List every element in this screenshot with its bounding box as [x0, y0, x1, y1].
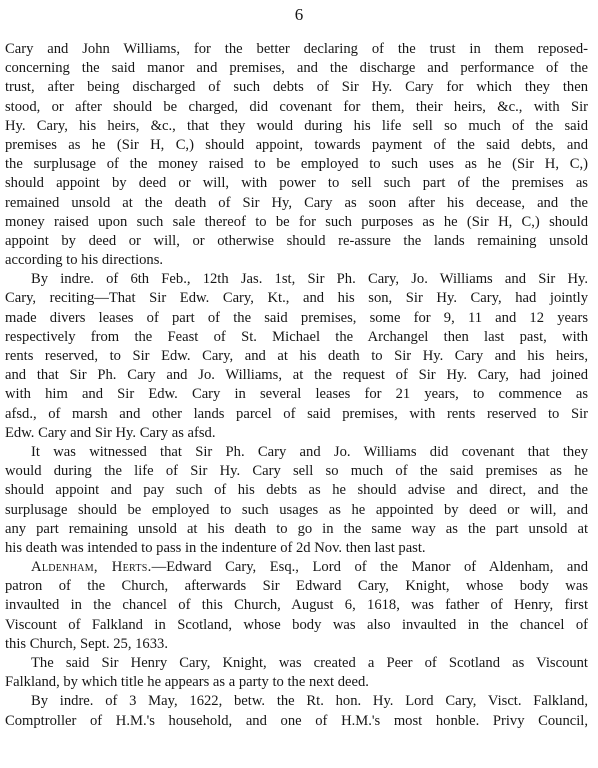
text-line: Viscount of Falkland in Scotland, whose body was also invaulted in the chancel of	[5, 616, 588, 633]
text-line: respectively from the Feast of St. Michael the Archangel then last past, with	[5, 328, 588, 345]
text-line: Comptroller of H.M.'s household, and one of H.M.'s most honble. Privy Council,	[5, 712, 588, 729]
text-line: this Church, Sept. 25, 1633.	[5, 635, 168, 652]
section-heading: Aldenham, Herts.	[31, 559, 152, 576]
text-line: money raised upon such sale thereof to be for such purposes as he (Sir H, C,) should	[5, 213, 588, 230]
paragraph-aldenham	[5, 558, 588, 654]
text-line: made divers leases of part of the said premises, some for 9, 11 and 12 years	[5, 309, 588, 326]
paragraph-viscount-falkland	[5, 654, 588, 692]
paragraph-witnessed	[5, 443, 588, 558]
text-line: trust, after being discharged of such debts of Sir Hy. Cary for which they then	[5, 79, 588, 96]
text-line: and that Sir Ph. Cary and Jo. Williams, at the request of Sir Hy. Cary, had joined	[5, 367, 588, 384]
text-line: according to his directions.	[5, 252, 164, 269]
text-line: patron of the Church, afterwards Sir Edward Cary, Knight, whose body was	[5, 578, 588, 595]
text-line: It was witnessed that Sir Ph. Cary and Jo. Williams did covenant that they	[31, 443, 588, 460]
text-line: invaulted in the chancel of this Church, August 6, 1618, was father of Henry, first	[5, 597, 588, 614]
text-line: the surplusage of the money raised to be employed to such uses as he (Sir H, C,)	[5, 156, 588, 173]
paragraph-trust-covenant	[5, 40, 588, 270]
text-line: surplusage should be employed to such usages as he appointed by deed or will, and	[5, 501, 588, 518]
page-number: 6	[294, 5, 304, 24]
text-line: By indre. of 6th Feb., 12th Jas. 1st, Sir Ph. Cary, Jo. Williams and Sir Hy.	[31, 271, 588, 288]
text-line	[5, 558, 588, 577]
text-line: appoint by deed or will, or otherwise should re-assure the lands remaining unsold	[5, 232, 588, 249]
text-line: any part remaining unsold at his death to go in the same way as the part unsold at	[5, 520, 588, 537]
text-line: The said Sir Henry Cary, Knight, was created a Peer of Scotland as Viscount	[31, 655, 588, 671]
text-line: Hy. Cary, his heirs, &c., that they would during his life sell so much of the said	[5, 117, 588, 134]
text-line: stood, or after should be charged, did covenant for them, their heirs, &c., with Sir	[5, 98, 588, 115]
text-line: Cary, reciting—That Sir Edw. Cary, Kt., and his son, Sir Hy. Cary, had jointly	[5, 290, 588, 307]
text-line: Cary and John Williams, for the better declaring of the trust in them reposed-	[5, 41, 588, 57]
text-line: his death was intended to pass in the indenture of 2d Nov. then last past.	[5, 539, 426, 556]
body-text	[5, 40, 588, 731]
text-run: —Edward Cary, Esq., Lord of the Manor of Aldenham, and	[151, 559, 588, 576]
text-line: should appoint by deed or will, with power to sell such part of the premises as	[5, 175, 588, 192]
text-line: By indre. of 3 May, 1622, betw. the Rt. hon. Hy. Lord Cary, Visct. Falkland,	[31, 693, 588, 710]
text-line: rents reserved, to Sir Edw. Cary, and at his death to Sir Hy. Cary and his heirs,	[5, 348, 588, 364]
text-line: afsd., of marsh and other lands parcel of said premises, with rents reserved to Sir	[5, 405, 588, 422]
text-line: premises as he (Sir H, C,) should appoint, towards payment of the said debts, and	[5, 136, 588, 153]
text-line: Edw. Cary and Sir Hy. Cary as afsd.	[5, 424, 216, 441]
paragraph-indenture-3-may	[5, 692, 588, 730]
text-line: with him and Sir Edw. Cary in several leases for 21 years, to commence as	[5, 386, 588, 403]
text-line: remained unsold at the death of Sir Hy, Cary as soon after his decease, and the	[5, 194, 588, 211]
paragraph-indenture-6-feb	[5, 270, 588, 443]
text-line: should appoint and pay such of his debts as he should advise and direct, and the	[5, 482, 588, 499]
text-line: Falkland, by which title he appears as a party to the next deed.	[5, 674, 369, 691]
text-line: would during the life of Sir Hy. Cary sell so much of the said premises as he	[5, 463, 588, 480]
text-line: concerning the said manor and premises, and the discharge and performance of the	[5, 60, 588, 77]
